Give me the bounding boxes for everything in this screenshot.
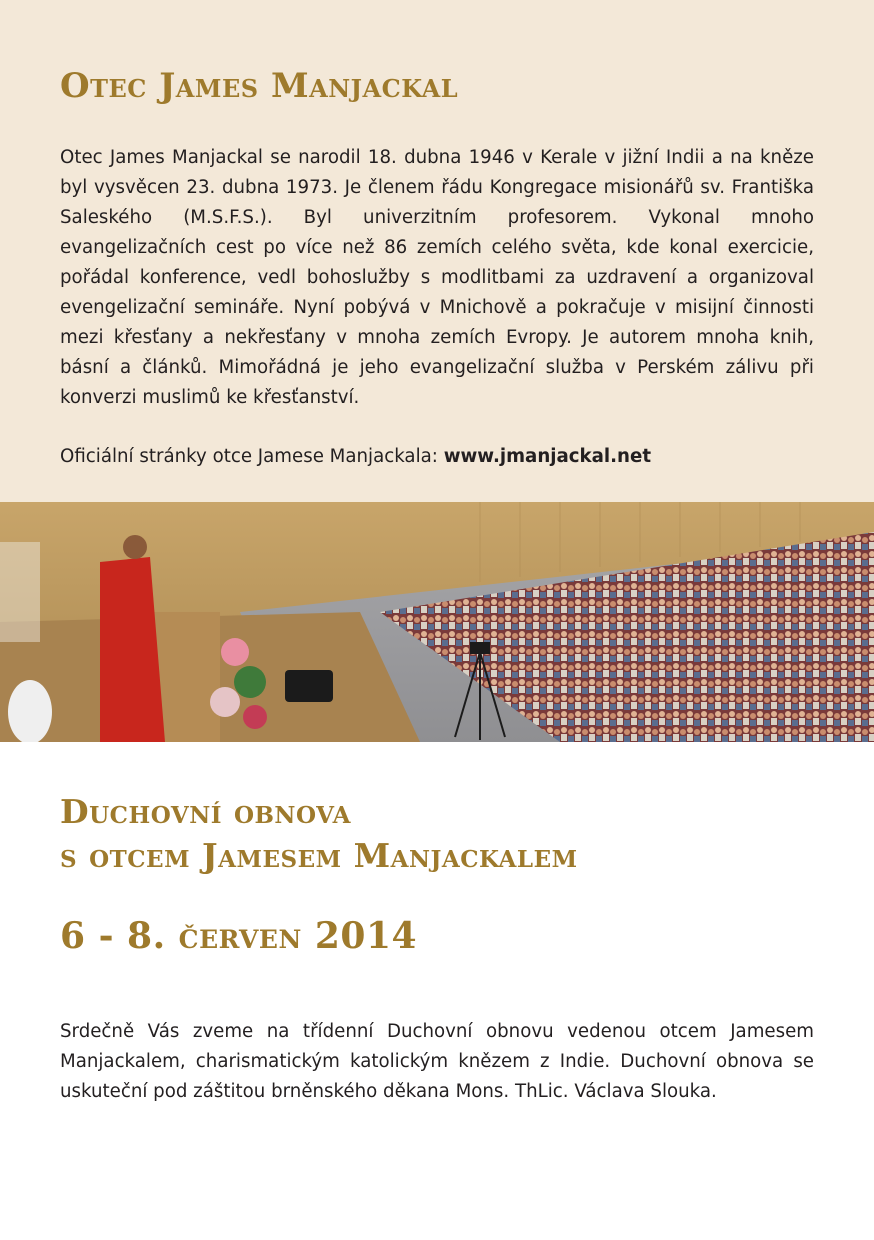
event-title-line2: s otcem Jamesem Manjackalem: [60, 836, 578, 875]
auditorium-photo-illustration: [0, 502, 874, 742]
event-title-line1: Duchovní obnova: [60, 792, 351, 831]
website-link[interactable]: www.jmanjackal.net: [443, 446, 652, 467]
bio-title: Otec James Manjackal: [60, 66, 459, 106]
invitation-paragraph: Srdečně Vás zveme na třídenní Duchovní obnovu vedenou otcem Jamesem Manjackalem, charismatickým katolickým knězem z Indie. Duchovní obnova se uskuteční pod záštitou brněnského děkana Mons. ThLic. Václava Slouka.: [60, 1021, 814, 1102]
bio-paragraph: Otec James Manjackal se narodil 18. dubna 1946 v Kerale v jižní Indii a na kněze byl vysvěcen 23. dubna 1973. Je členem řádu Kongregace misionářů sv. Františka Saleského (M.S.F.S.). Byl univerzitním profesorem. Vykonal mnoho evangelizačních cest po více než 86 zemích celého světa, kde konal exercicie, pořádal konference, vedl bohoslužby s modlitbami za uzdravení a organizoval evengelizační semináře. Nyní pobývá v Mnichově a pokračuje v misijní činnosti mezi křesťany a nekřesťany v mnoha zemích Evropy. Je autorem mnoha knih, básní a článků. Mimořádná je jeho evangelizační služba v Perském zálivu při konverzi muslimů ke křesťanství.: [60, 147, 814, 408]
event-title: [60, 790, 578, 878]
website-label: Oficiální stránky otce Jamese Manjackala:: [60, 446, 438, 467]
event-photo: [0, 502, 874, 742]
event-date: 6 - 8. červen 2014: [60, 915, 418, 957]
website-line: [60, 442, 814, 472]
